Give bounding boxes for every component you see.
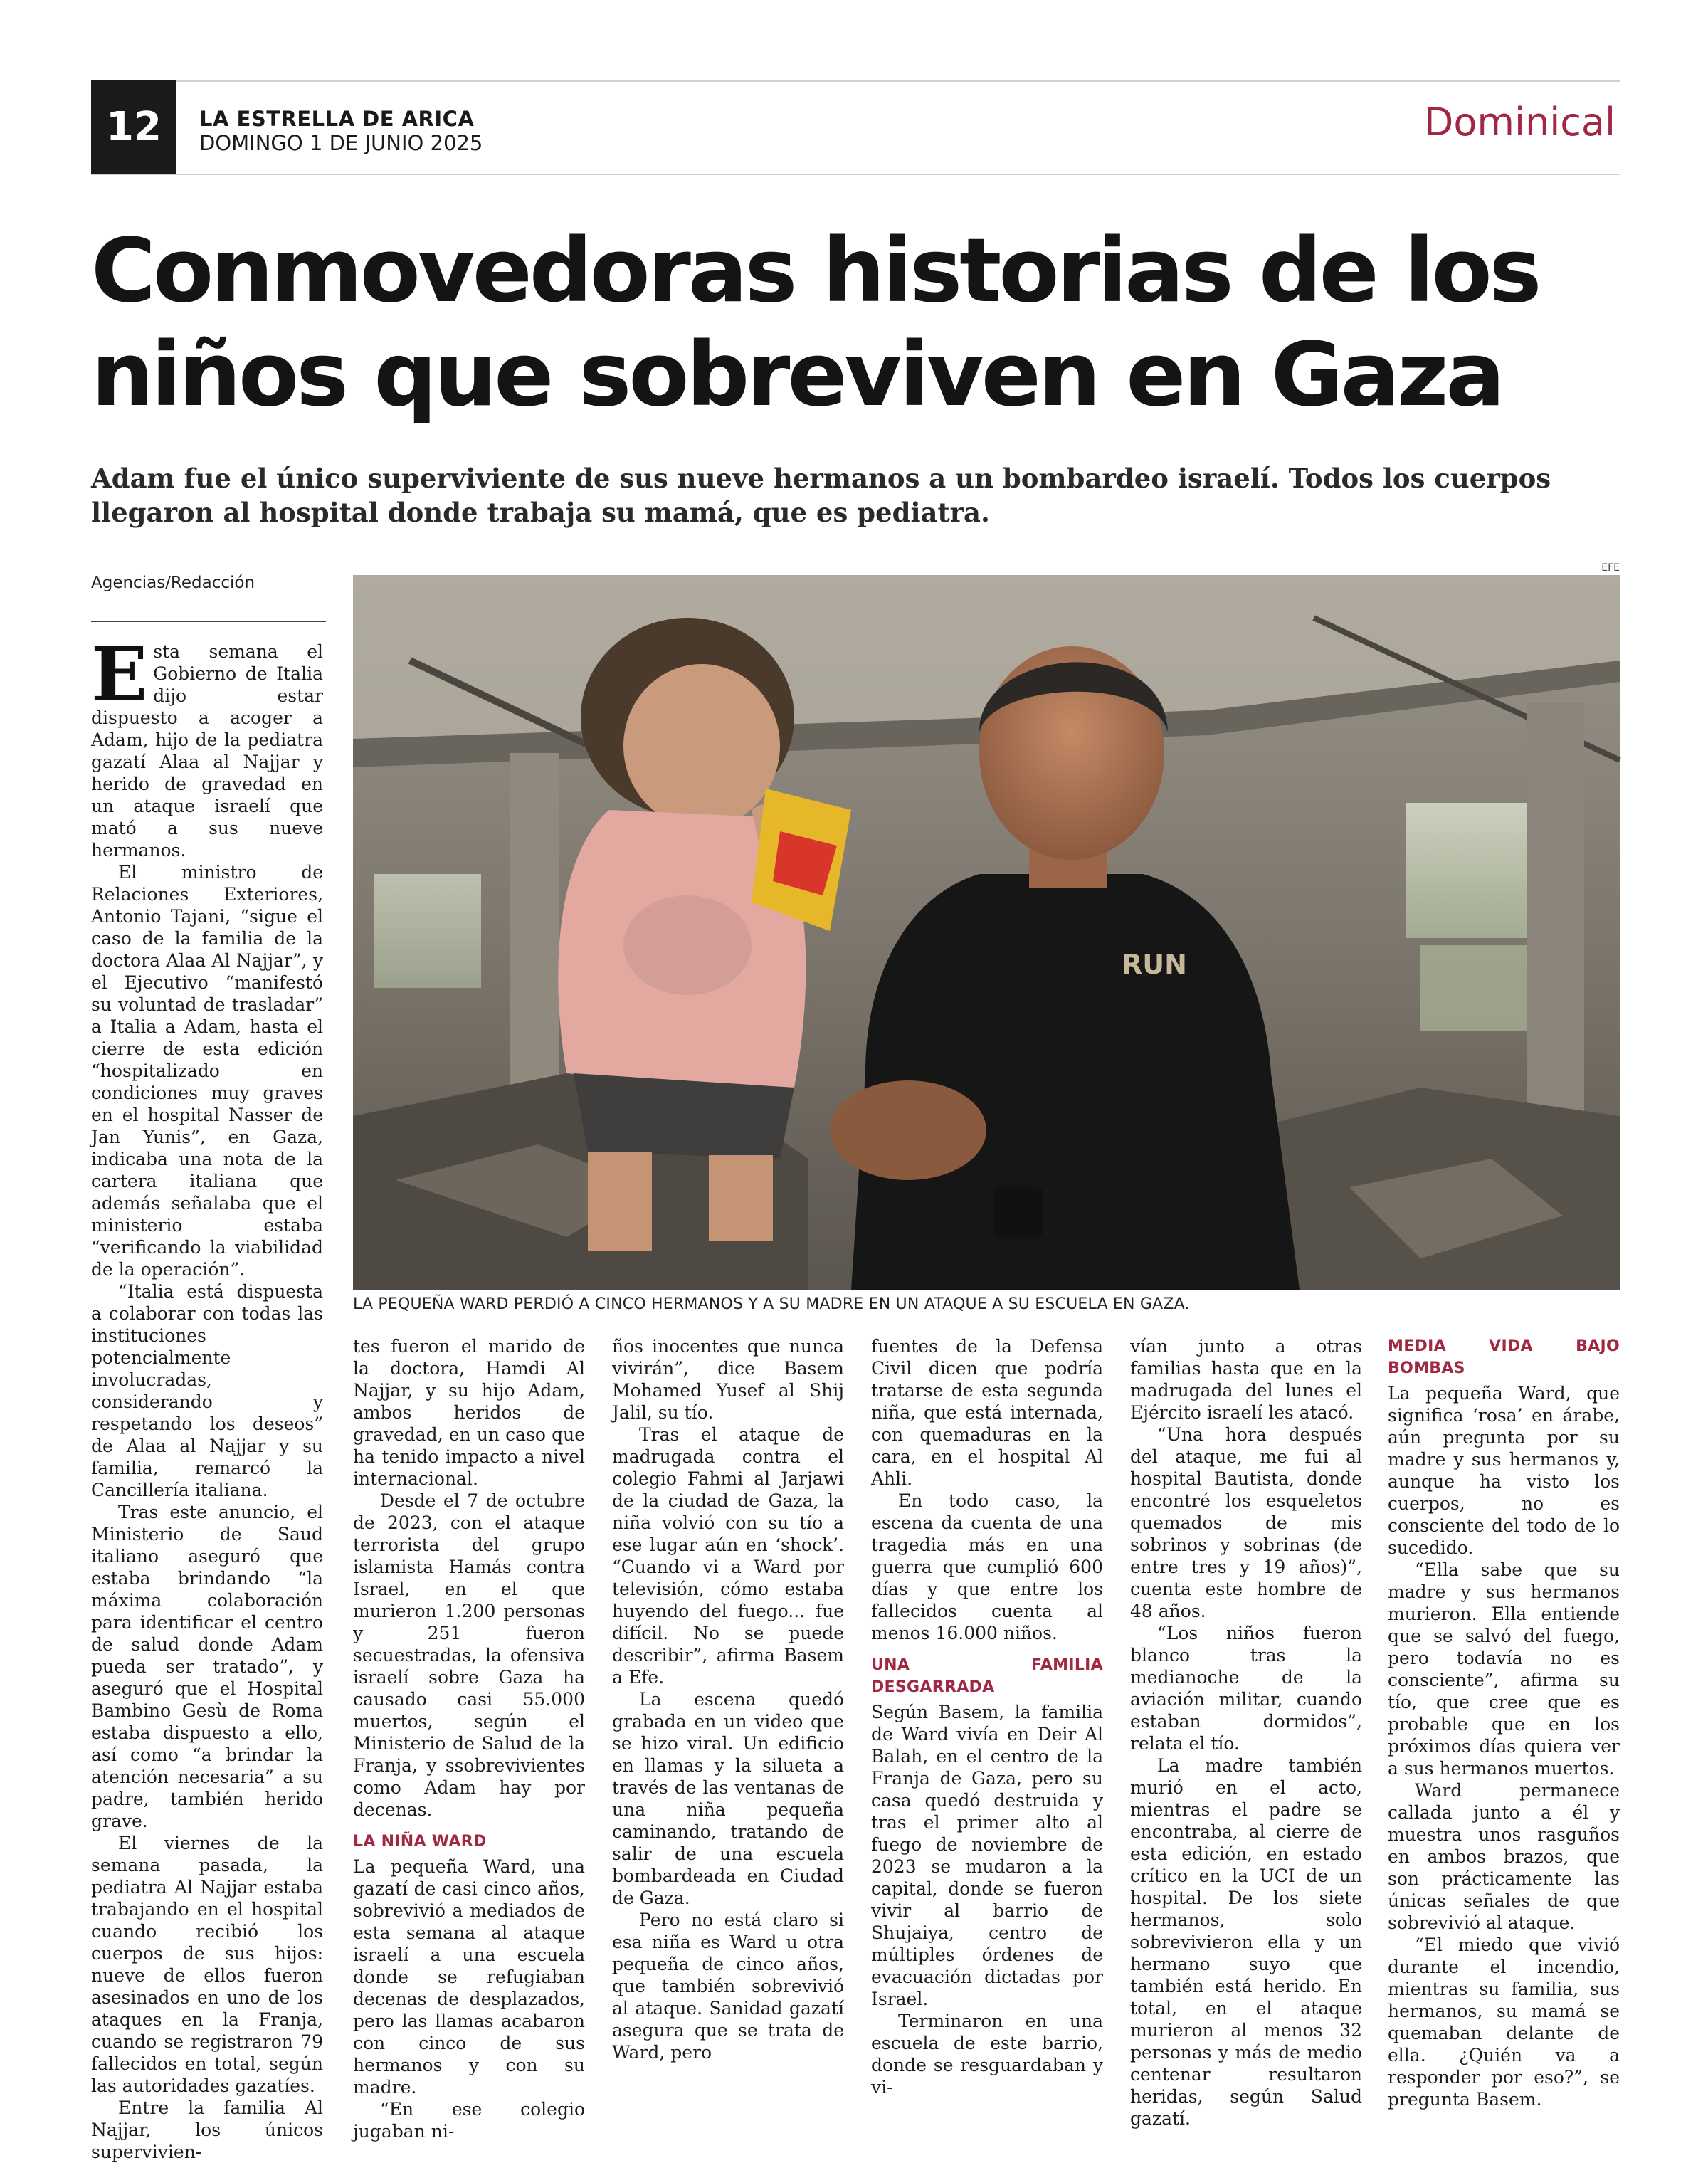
paragraph: En todo caso, la escena da cuenta de una tragedia más en una guerra que cumplió 600 días y que entre los fallecidos cuenta al menos 16.000 niños. (871, 1490, 1103, 1643)
paragraph: Terminaron en una escuela de este barrio, donde se resguardaban y vi- (871, 2011, 1103, 2098)
drop-cap: E (91, 631, 148, 718)
paragraph: ños inocentes que nunca vivirán”, dice Basem Mohamed Yusef al Shij Jalil, su tío. (612, 1336, 844, 1423)
paragraph: “El miedo que vivió durante el incendio, mientras su familia, sus hermanos, su mamá se quemaban delante de ella. ¿Quién va a responder por eso?”, se pregunta Basem. (1388, 1935, 1620, 2110)
publication-date: DOMINGO 1 DE JUNIO 2025 (199, 131, 483, 155)
subheading-la-nina-ward: LA NIÑA WARD (353, 1833, 487, 1851)
column-4 (871, 1335, 1103, 2098)
page-number: 12 (91, 80, 176, 174)
column-2 (353, 1335, 585, 2142)
article-photo (353, 575, 1620, 1290)
paragraph: “En ese colegio jugaban ni- (353, 2099, 585, 2142)
headline-line-1: Conmovedoras historias de los (91, 220, 1539, 322)
deck: Adam fue el único superviviente de sus nueve hermanos a un bombardeo israelí. Todos los cuerpos llegaron al hospital donde trabaja su mamá, que es pediatra. (91, 463, 1551, 528)
paragraph: vían junto a otras familias hasta que en la madrugada del lunes el Ejército israelí les atacó. (1130, 1336, 1362, 1423)
paragraph: Tras este anuncio, el Ministerio de Saud italiano aseguró que estaba brindando “la máxima colaboración para identificar el centro de salud donde Adam pueda ser tratado”, y aseguró que el Hospital Bambino Gesù de Roma estaba dispuesto a ello, así como “a brindar la atención necesaria” a su padre, también herido grave. (91, 1502, 323, 1831)
paragraph: “Los niños fueron blanco tras la medianoche de la aviación militar, cuando estaban dormidos”, relata el tío. (1130, 1623, 1362, 1754)
photo-credit: EFE (1601, 562, 1620, 574)
paragraph: “Una hora después del ataque, me fui al hospital Bautista, donde encontré los esqueletos quemados de mis sobrinos y sobrinas (de entre tres y 19 años)”, cuenta este hombre de 48 años. (1130, 1424, 1362, 1621)
paragraph: Ward permanece callada junto a él y muestra unos rasguños en ambos brazos, que son prácticamente las únicas señales de que sobrevivió al ataque. (1388, 1780, 1620, 1933)
header-top-rule (91, 80, 1620, 82)
paragraph (91, 631, 323, 861)
paragraph: El ministro de Relaciones Exteriores, Antonio Tajani, “sigue el caso de la familia de la doctora Alaa Al Najjar”, y el Ejecutivo “manifestó su voluntad de trasladar” a Italia a Adam, hasta el cierre de esta edición “hospitalizado en condiciones muy graves en el hospital Nasser de Jan Yunis”, en Gaza, indicaba una nota de la cartera italiana que además señalaba que el ministerio estaba “verificando la viabilidad de la operación”. (91, 862, 323, 1280)
shirt-logo-text: RUN (1122, 949, 1187, 980)
subheading-una-familia-desgarrada: UNA FAMILIA DESGARRADA (871, 1656, 1103, 1696)
column-6 (1388, 1335, 1620, 2110)
paragraph: La pequeña Ward, que significa ‘rosa’ en árabe, aún pregunta por su madre y sus hermanos y, aunque ha visto los cuerpos, no es consciente del todo de lo sucedido. (1388, 1383, 1620, 1558)
paragraph: “Italia está dispuesta a colaborar con todas las instituciones potencialmente involucradas, considerando y respetando los deseos” de Alaa al Najjar y su familia, remarcó la Cancillería italiana. (91, 1281, 323, 1500)
paragraph: La madre también murió en el acto, mientras el padre se encontraba, al cierre de esta edición, en estado crítico en la UCI de un hospital. De los siete hermanos, solo sobrevivieron ella y un hermano suyo que también está herido. En total, en el ataque murieron al menos 32 personas y más de medio centenar resultaron heridas, según Salud gazatí. (1130, 1755, 1362, 2129)
paragraph: Entre la familia Al Najjar, los únicos supervivien- (91, 2098, 323, 2162)
subheading-media-vida-bajo-bombas: MEDIA VIDA BAJO BOMBAS (1388, 1337, 1620, 1377)
headline-line-2: niños que sobreviven en Gaza (91, 324, 1503, 426)
byline: Agencias/Redacción (91, 574, 255, 592)
paragraph: La pequeña Ward, una gazatí de casi cinco años, sobrevivió a mediados de esta semana al ataque israelí a una escuela donde se refugiaban decenas de desplazados, pero las llamas acabaron con cinco de sus hermanos y con su madre. (353, 1856, 585, 2098)
column-1 (91, 631, 323, 2162)
column-5 (1130, 1335, 1362, 2129)
publication-name: LA ESTRELLA DE ARICA (199, 107, 475, 131)
paragraph-text: sta semana el Gobierno de Italia dijo estar dispuesto a acoger a Adam, hijo de la pediatra gazatí Alaa al Najjar y herido de gravedad en un ataque israelí que mató a sus nueve hermanos. (91, 641, 323, 861)
paragraph: Según Basem, la familia de Ward vivía en Deir Al Balah, en el centro de la Franja de Gaza, pero su casa quedó destruida y tras el primer alto al fuego de noviembre de 2023 se mudaron a la capital, donde se fueron vivir al barrio de Shujaiya, centro de múltiples órdenes de evacuación dictadas por Israel. (871, 1702, 1103, 2009)
paragraph: Desde el 7 de octubre de 2023, con el ataque terrorista del grupo islamista Hamás contra Israel, en el que murieron 1.200 personas y 251 fueron secuestradas, la ofensiva israelí sobre Gaza ha causado casi 55.000 muertos, según el Ministerio de Salud de la Franja, y ssobrevivientes como Adam hay por decenas. (353, 1490, 585, 1820)
paragraph: El viernes de la semana pasada, la pediatra Al Najjar estaba trabajando en el hospital cuando recibió los cuerpos de sus hijos: nueve de ellos fueron asesinados en uno de los ataques en la Franja, cuando se registraron 79 fallecidos en total, según las autoridades gazatíes. (91, 1833, 323, 2096)
paragraph: tes fueron el marido de la doctora, Hamdi Al Najjar, y su hijo Adam, ambos heridos de gravedad, en un caso que ha tenido impacto a nivel internacional. (353, 1336, 585, 1489)
headline (91, 219, 1643, 427)
paragraph: Pero no está claro si esa niña es Ward u otra pequeña de cinco años, que también sobrevivió al ataque. Sanidad gazatí asegura que se trata de Ward, pero (612, 1910, 844, 2063)
byline-rule (91, 621, 326, 622)
paragraph: fuentes de la Defensa Civil dicen que podría tratarse de esta segunda niña, que está internada, con quemaduras en la cara, en el hospital Al Ahli. (871, 1336, 1103, 1489)
paragraph: Tras el ataque de madrugada contra el colegio Fahmi al Jarjawi de la ciudad de Gaza, la niña volvió con su tío a ese lugar aún en ‘shock’. “Cuando vi a Ward por televisión, cómo estaba huyendo del fuego... fue difícil. No se puede describir”, afirma Basem a Efe. (612, 1424, 844, 1688)
paragraph: La escena quedó grabada en un video que se hizo viral. Un edificio en llamas y la silueta a través de las ventanas de una niña pequeña caminando, tratando de salir de una escuela bombardeada en Ciudad de Gaza. (612, 1689, 844, 1908)
photo-caption: LA PEQUEÑA WARD PERDIÓ A CINCO HERMANOS Y A SU MADRE EN UN ATAQUE A SU ESCUELA EN GAZA. (353, 1295, 1190, 1313)
header-bottom-rule (91, 174, 1620, 175)
paragraph: “Ella sabe que su madre y sus hermanos murieron. Ella entiende que se salvó del fuego, pero todavía no es consciente”, afirma su tío, que cree que es probable que en los próximos días quiera ver a sus hermanos muertos. (1388, 1559, 1620, 1779)
column-3 (612, 1335, 844, 2064)
photo-illustration (353, 575, 1620, 1290)
section-label: Dominical (1423, 100, 1615, 144)
